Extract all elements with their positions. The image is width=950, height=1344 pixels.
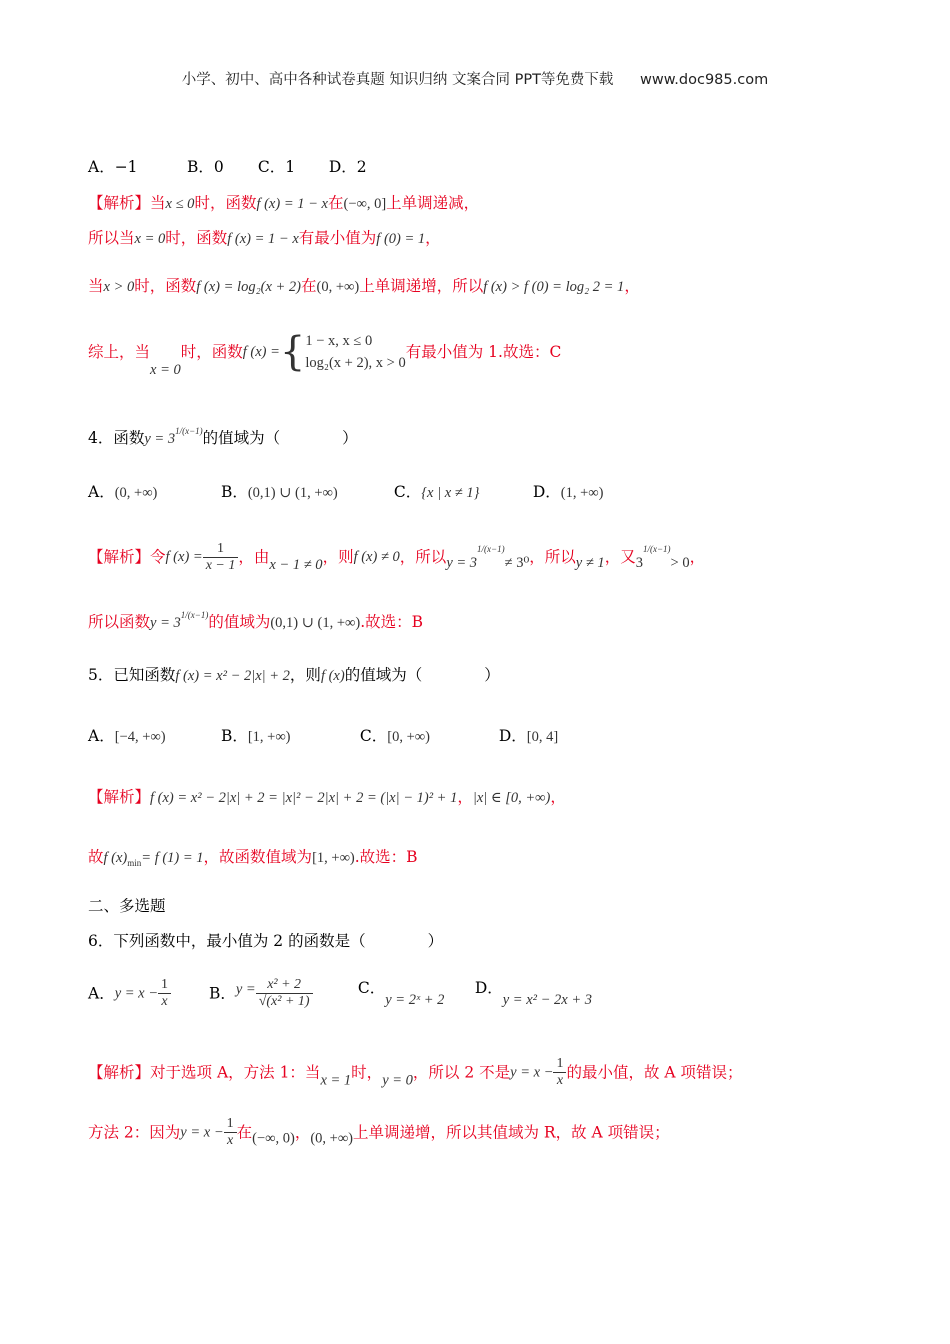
math: f (x) = [165, 549, 203, 565]
math: x ≤ 0 [165, 196, 195, 212]
text: 有最小值为 [298, 229, 377, 247]
math: y ≠ 1 [575, 555, 605, 571]
label: A． [88, 727, 115, 745]
q5-analysis-line-2 [88, 846, 418, 874]
text: 对于选项 A，方法 1：当 [150, 1063, 321, 1082]
label: B． [220, 483, 248, 501]
text: ， [689, 548, 706, 566]
text: 时，函数 [180, 343, 243, 361]
q5-stem [88, 664, 500, 687]
math: [0, +∞) [387, 729, 430, 745]
label: A． [88, 483, 115, 501]
analysis-tag: 【解析】 [88, 1063, 151, 1082]
math: [−4, +∞) [114, 729, 166, 745]
math: (0, +∞) [114, 485, 158, 501]
denominator: x [556, 1073, 564, 1088]
text: ，则 [322, 548, 354, 566]
option-a [88, 977, 204, 1010]
math: y = x − [180, 1124, 224, 1141]
denominator: x [161, 994, 168, 1009]
option-a [88, 725, 216, 748]
denominator: x [227, 1133, 234, 1148]
label: B． [208, 984, 236, 1003]
math: f (x) ≠ 0 [353, 549, 400, 565]
math: (1, +∞) [560, 485, 604, 501]
option-b [209, 977, 353, 1010]
math: (0, +∞) [310, 1130, 353, 1147]
text: ， [550, 788, 566, 806]
section-heading: 二、多选题 [88, 897, 166, 915]
q6-analysis-line-1 [88, 1056, 743, 1096]
math: (0,1) ∪ (1, +∞) [247, 485, 338, 501]
text: 时，函数 [134, 277, 197, 295]
text: .故选：B [354, 848, 418, 866]
text: 时， [351, 1063, 383, 1082]
text: ，故函数值域为 [203, 848, 313, 866]
math: f (x) = 1 − x [227, 231, 299, 247]
numerator: 1 [553, 1056, 566, 1073]
math: [1, +∞) [312, 850, 355, 866]
text: ，则 [289, 666, 321, 684]
text: 在 [301, 277, 317, 295]
fraction [224, 1116, 237, 1149]
text: 4．函数 [88, 429, 145, 447]
text: ，所以 2 不是 [412, 1063, 511, 1082]
exponent: 1/(x−1) [175, 426, 203, 436]
text: 所以当 [88, 229, 135, 247]
option-d [475, 976, 592, 1011]
text: ，所以 [529, 548, 576, 566]
text: ，由 [238, 548, 270, 566]
math: f (x) = log₂(x + 2) [196, 279, 301, 295]
text: 的值域为（ ） [202, 429, 358, 447]
math: y = 3 [446, 555, 478, 571]
q3-analysis-line-4 [88, 330, 561, 384]
text: 所以函数 [88, 613, 151, 631]
text: .故选：B [360, 613, 424, 631]
text: ， [457, 788, 473, 806]
option-a [88, 481, 216, 504]
q4-analysis-line-2 [88, 604, 423, 634]
text: 5．已知函数 [88, 666, 176, 684]
math: f (x) = [242, 344, 280, 360]
exponent: 1/(x−1) [180, 610, 209, 620]
analysis-tag: 【解析】 [88, 194, 151, 212]
q5-analysis-line-1 [88, 786, 566, 809]
option-c [360, 725, 494, 748]
math: {x | x ≠ 1} [421, 485, 480, 501]
header-site: www.doc985.com [640, 72, 769, 88]
exponent: 1/(x−1) [477, 544, 505, 554]
q6-analysis-line-2 [88, 1116, 670, 1156]
option-d [533, 481, 604, 504]
q3-analysis-line-1 [88, 192, 479, 215]
math: y = 3 [150, 615, 181, 631]
text: 方法 2：因为 [88, 1123, 181, 1142]
math: y = x² − 2x + 3 [502, 992, 593, 1008]
math: y = 2ˣ + 2 [385, 992, 445, 1008]
text: 在 [236, 1123, 253, 1142]
math: f (0) = 1 [376, 231, 426, 247]
numerator: 1 [158, 977, 171, 994]
denominator: √(x² + 1) [258, 994, 310, 1009]
math: f (x) = 1 − x [256, 196, 328, 212]
piecewise-cases [305, 330, 405, 374]
math: x > 0 [103, 279, 135, 295]
math: x = 1 [320, 1072, 352, 1089]
header-title: 小学、初中、高中各种试卷真题 知识归纳 文案合同 PPT等免费下载 [181, 72, 614, 88]
math: y = [235, 981, 256, 998]
text: 当 [88, 277, 104, 295]
math: ≠ 3⁰ [504, 555, 530, 571]
text: 时，函数 [165, 229, 228, 247]
text: 上单调递减， [386, 194, 480, 212]
text: ，所以 [399, 548, 447, 566]
math: y = x − [114, 985, 159, 1002]
math: x = 0 [134, 231, 166, 247]
numerator: x² + 2 [256, 977, 313, 994]
text: 上单调递增，所以 [359, 277, 484, 295]
text: 有最小值为 1.故选：C [405, 343, 562, 361]
math: (0, +∞) [316, 279, 360, 295]
case-1: 1 − x, x ≤ 0 [305, 333, 373, 349]
fraction [158, 977, 171, 1010]
math: y = 0 [382, 1072, 413, 1089]
math: |x| ∈ [0, +∞) [472, 790, 551, 806]
option-b [221, 725, 355, 748]
brace: { [279, 329, 306, 375]
q6-options [88, 976, 592, 1026]
option-c [358, 976, 470, 1011]
fraction [256, 977, 313, 1010]
label: D． [474, 979, 503, 997]
math: f (x) > f (0) = log₂ 2 = 1 [483, 279, 625, 295]
numerator: 1 [203, 541, 239, 558]
q3-analysis-line-3 [88, 275, 640, 298]
q5-options [88, 725, 558, 748]
denominator: x − 1 [205, 557, 236, 573]
math: y = 3 [144, 431, 176, 447]
math: y = x − [510, 1064, 554, 1081]
option-d: D．2 [328, 158, 367, 176]
text: 综上，当 [88, 343, 151, 361]
q3-options [88, 156, 367, 178]
label: C． [357, 979, 386, 997]
math: x − 1 ≠ 0 [269, 557, 323, 573]
text: ， [294, 1123, 311, 1142]
math: [1, +∞) [247, 729, 291, 745]
text: 时，函数 [194, 194, 257, 212]
option-c: C．1 [257, 158, 296, 176]
text: 在 [327, 194, 344, 212]
q4-analysis-line-1 [88, 538, 705, 578]
option-d [499, 725, 558, 748]
label: C． [359, 727, 388, 745]
text: 的最小值，故 A 项错误； [566, 1063, 743, 1082]
math: f (x) = x² − 2|x| + 2 = |x|² − 2|x| + 2 = (|x| − 1)² + 1 [150, 790, 458, 806]
math: [0, 4] [526, 729, 559, 745]
text: 的值域为 [208, 613, 271, 631]
label: C． [393, 483, 422, 501]
text: ， [425, 229, 441, 247]
label: D． [532, 483, 561, 501]
math: f (x) [320, 668, 345, 684]
math: (−∞, 0) [252, 1130, 295, 1147]
q6-stem: 6．下列函数中，最小值为 2 的函数是（ ） [88, 932, 444, 950]
text: ， [624, 277, 640, 295]
fraction [203, 541, 239, 574]
q4-options [88, 481, 603, 504]
q4-stem [88, 420, 358, 450]
math: f (x) [103, 850, 128, 866]
exponent: 1/(x−1) [642, 544, 671, 554]
option-c [394, 481, 528, 504]
math: > 0 [670, 555, 690, 571]
case-2: log₂(x + 2), x > 0 [305, 355, 406, 371]
text: 令 [150, 548, 166, 566]
math: f (x) = x² − 2|x| + 2 [175, 668, 290, 684]
label: B． [220, 727, 248, 745]
math: x = 0 [150, 362, 181, 378]
page-header [0, 68, 950, 89]
numerator: 1 [224, 1116, 237, 1133]
math: 3 [635, 555, 643, 571]
q3-analysis-line-2 [88, 227, 441, 250]
text: 上单调递增，所以其值域为 R，故 A 项错误； [353, 1123, 670, 1142]
text: 故 [88, 848, 104, 866]
subscript: min [127, 858, 142, 868]
analysis-tag: 【解析】 [88, 548, 151, 566]
math: (−∞, 0] [343, 196, 387, 212]
label: A． [88, 984, 115, 1003]
text: ，又 [604, 548, 636, 566]
text: 的值域为（ ） [344, 666, 500, 684]
option-b [221, 481, 389, 504]
fraction [553, 1056, 566, 1089]
math: = f (1) = 1 [141, 850, 204, 866]
analysis-tag: 【解析】 [88, 788, 151, 806]
math: (0,1) ∪ (1, +∞) [270, 615, 361, 631]
text: 当 [150, 194, 166, 212]
option-b: B．0 [186, 158, 224, 176]
label: D． [498, 727, 527, 745]
option-a: A．−1 [88, 158, 138, 176]
